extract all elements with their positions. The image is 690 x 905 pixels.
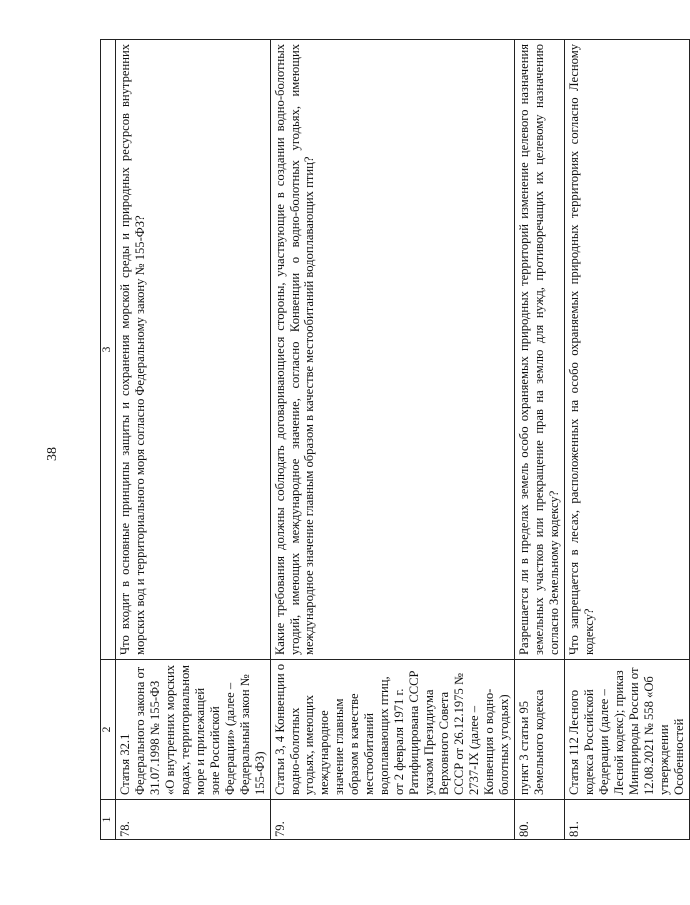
column-header: 1 <box>101 800 116 840</box>
question-text: Какие требования должны соблюдать договаривающиеся стороны, участвующие в создании водно-болотных угодий, имеющих международное значение, согласно Конвенции о водно-болотных угодьях, имеющих международное значение главным образом в качестве местообитаний водоплавающих птиц? <box>270 40 515 660</box>
table-row <box>515 40 565 840</box>
legal-source: Статья 32.1 Федерального закона от 31.07.1998 № 155-ФЗ «О внутренних морских водах, территориальном море и прилежащей зоне Российской Федерации» (далее – Федеральный закон № 155-ФЗ) <box>115 660 270 800</box>
legal-source: пункт 3 статьи 95 Земельного кодекса <box>515 660 565 800</box>
row-number: 80. <box>515 800 565 840</box>
table-row <box>115 40 270 840</box>
row-number: 79. <box>270 800 515 840</box>
question-text: Что входит в основные принципы защиты и сохранения морской среды и природных ресурсов внутренних морских вод и территориального моря согласно Федеральному закону № 155-ФЗ? <box>115 40 270 660</box>
table-row <box>565 40 690 840</box>
table-row <box>270 40 515 840</box>
column-header: 2 <box>101 660 116 800</box>
questions-table <box>100 39 690 840</box>
legal-source: Статья 112 Лесного кодекса Российской Федерации (далее – Лесной кодекс); приказ Минприроды России от 12.08.2021 № 558 «Об утверждении Особенностей <box>565 660 690 800</box>
legal-source: Статьи 3, 4 Конвенции о водно-болотных угодьях, имеющих международное значение главным образом в качестве местообитаний водоплавающих птиц, от 2 февраля 1971 г. Ратифицирована СССР указом Президиума Верховного Совета СССР от 26.12.1975 № 2737-IX (далее – Конвенция о водно-болотных угодьях) <box>270 660 515 800</box>
question-text: Разрешается ли в пределах земель особо охраняемых природных территорий изменение целевого назначения земельных участков или прекращение прав на землю для нужд, противоречащих их целевому назначению согласно Земельному кодексу? <box>515 40 565 660</box>
rotated-page-content <box>100 40 687 840</box>
page-number: 38 <box>45 447 60 461</box>
table-header-row <box>101 40 116 840</box>
column-header: 3 <box>101 40 116 660</box>
row-number: 78. <box>115 800 270 840</box>
row-number: 81. <box>565 800 690 840</box>
question-text: Что запрещается в лесах, расположенных на особо охраняемых природных территориях согласно Лесному кодексу? <box>565 40 690 660</box>
